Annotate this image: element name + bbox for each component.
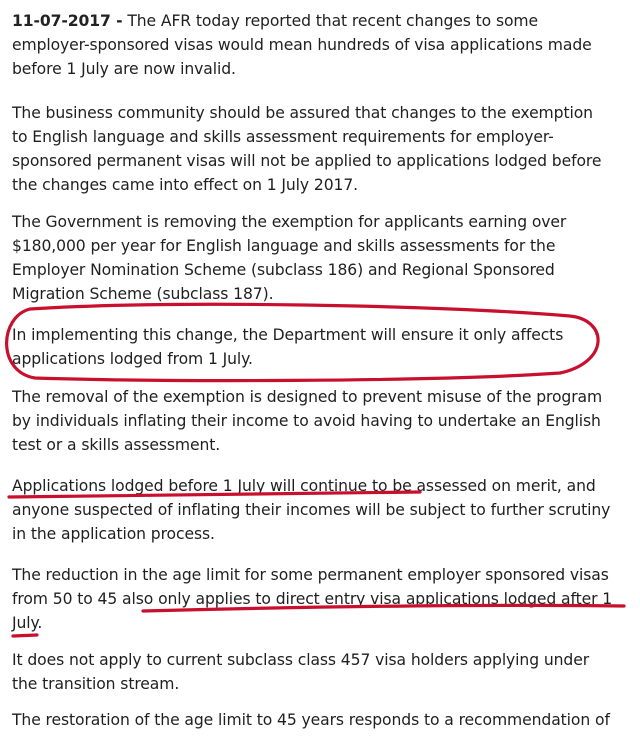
paragraph-line: July.	[12, 614, 43, 632]
underline-annotation-july	[13, 635, 37, 636]
paragraph-line: sponsored permanent visas will not be applied to applications lodged before	[12, 152, 602, 170]
paragraph-line: test or a skills assessment.	[12, 436, 221, 454]
paragraph-1	[12, 9, 630, 81]
paragraph-8	[12, 648, 630, 696]
paragraph-line: the changes came into effect on 1 July 2017.	[12, 176, 359, 194]
paragraph-line: The removal of the exemption is designed to prevent misuse of the program	[12, 388, 603, 406]
paragraph-9	[12, 708, 630, 732]
paragraph-line: by individuals inflating their income to avoid having to undertake an English	[12, 412, 601, 430]
paragraph-line: In implementing this change, the Department will ensure it only affects	[12, 326, 564, 344]
paragraph-line: The Government is removing the exemption for applicants earning over	[12, 213, 567, 231]
paragraph-5	[12, 385, 630, 457]
paragraph-line: The business community should be assured that changes to the exemption	[12, 104, 593, 122]
paragraph-line: The restoration of the age limit to 45 years responds to a recommendation of	[12, 711, 610, 729]
paragraph-line: anyone suspected of inflating their incomes will be subject to further scrutiny	[12, 501, 611, 519]
paragraph-3	[12, 210, 630, 306]
paragraph-line: $180,000 per year for English language and skills assessments for the	[12, 237, 556, 255]
paragraph-line: the transition stream.	[12, 675, 180, 693]
paragraph-7	[12, 563, 630, 635]
paragraph-line: Migration Scheme (subclass 187).	[12, 285, 274, 303]
article-date: 11-07-2017 -	[12, 12, 123, 30]
paragraph-line: to English language and skills assessment requirements for employer-	[12, 128, 554, 146]
paragraph-line	[12, 9, 630, 33]
paragraph-line: in the application process.	[12, 525, 215, 543]
paragraph-line: from 50 to 45 also only applies to direct entry visa applications lodged after 1	[12, 590, 613, 608]
paragraph-text: The AFR today reported that recent changes to some	[127, 12, 539, 30]
paragraph-4	[12, 323, 630, 371]
paragraph-line: before 1 July are now invalid.	[12, 60, 236, 78]
paragraph-line: Employer Nomination Scheme (subclass 186) and Regional Sponsored	[12, 261, 555, 279]
paragraph-6	[12, 474, 630, 546]
paragraph-line: The reduction in the age limit for some permanent employer sponsored visas	[12, 566, 609, 584]
paragraph-line: Applications lodged before 1 July will continue to be assessed on merit, and	[12, 477, 596, 495]
paragraph-line: employer-sponsored visas would mean hundreds of visa applications made	[12, 36, 592, 54]
paragraph-line: applications lodged from 1 July.	[12, 350, 253, 368]
paragraph-line: It does not apply to current subclass class 457 visa holders applying under	[12, 651, 590, 669]
paragraph-2	[12, 101, 630, 197]
